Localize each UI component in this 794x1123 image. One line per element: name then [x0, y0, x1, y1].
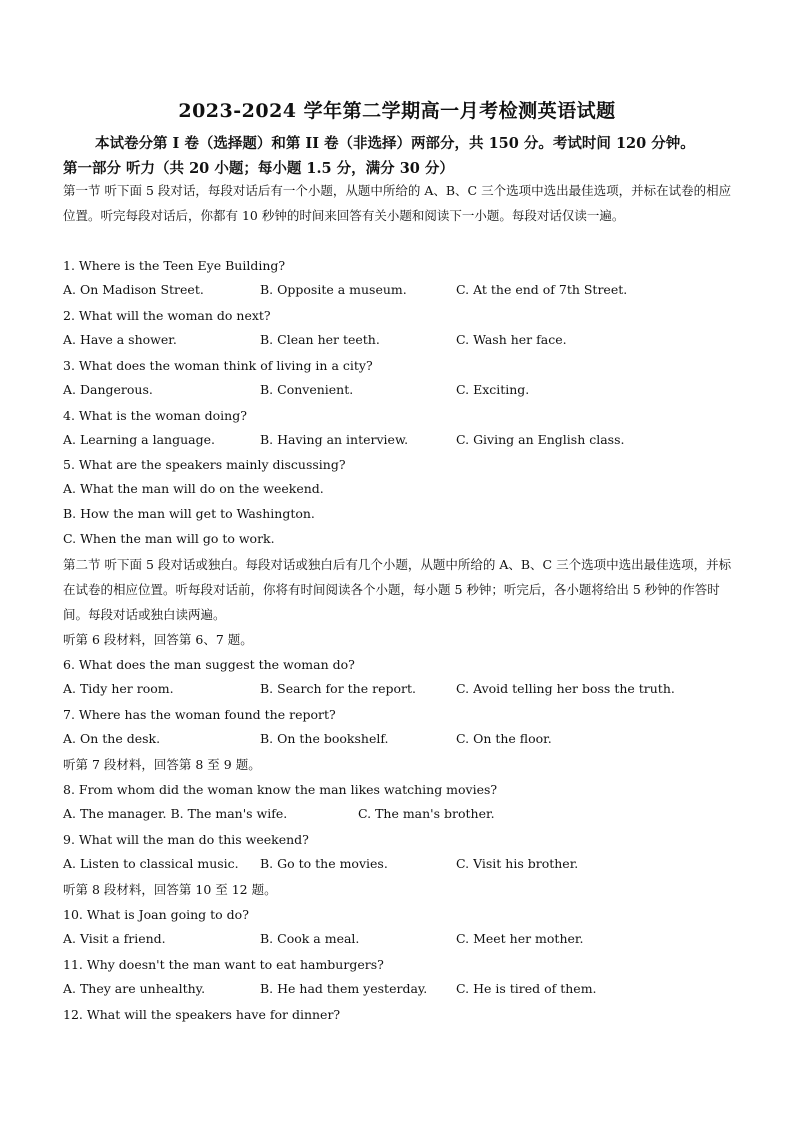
- q10-option-a: A. Visit a friend.: [63, 931, 166, 946]
- q4-option-a: A. Learning a language.: [63, 432, 215, 447]
- q4-option-c: C. Giving an English class.: [456, 432, 625, 447]
- question-4: 4. What is the woman doing?: [63, 408, 247, 423]
- part1-heading: 第一部分 听力（共 20 小题；每小题 1.5 分，满分 30 分）: [63, 160, 454, 177]
- q7-option-b: B. On the bookshelf.: [260, 731, 389, 746]
- section2-instructions: 第二节 听下面 5 段对话或独白。每段对话或独白后有几个小题，从题中所给的 A、B、C 三个选项中选出最佳选项，并标在试卷的相应位置。听每段对话前，你将有时间阅读各个小题，每小题 5 秒钟；听完后，各小题将给出 5 秒钟的作答时间。每段对话或独白读两遍。: [63, 557, 732, 622]
- question-6: 6. What does the man suggest the woman do?: [63, 657, 355, 672]
- q7-option-a: A. On the desk.: [63, 731, 161, 746]
- page-title: 2023-2024 学年第二学期高一月考检测英语试题: [178, 100, 616, 122]
- question-3: 3. What does the woman think of living in a city?: [63, 358, 373, 373]
- question-7: 7. Where has the woman found the report?: [63, 707, 336, 722]
- question-8: 8. From whom did the woman know the man likes watching movies?: [63, 782, 498, 797]
- q2-option-a: A. Have a shower.: [63, 332, 177, 347]
- q11-option-a: A. They are unhealthy.: [63, 981, 206, 996]
- material-6-heading: 听第 6 段材料，回答第 6、7 题。: [63, 632, 253, 647]
- q5-option-c: C. When the man will go to work.: [63, 531, 275, 546]
- material-7-heading: 听第 7 段材料，回答第 8 至 9 题。: [63, 757, 261, 772]
- q11-option-b: B. He had them yesterday.: [260, 981, 428, 996]
- q5-option-a: A. What the man will do on the weekend.: [63, 481, 324, 496]
- q6-option-a: A. Tidy her room.: [63, 681, 174, 696]
- q9-option-c: C. Visit his brother.: [456, 856, 579, 871]
- q5-option-b: B. How the man will get to Washington.: [63, 506, 315, 521]
- q11-option-c: C. He is tired of them.: [456, 981, 597, 996]
- q3-option-c: C. Exciting.: [456, 382, 530, 397]
- q7-option-c: C. On the floor.: [456, 731, 552, 746]
- q2-option-c: C. Wash her face.: [456, 332, 567, 347]
- q9-option-b: B. Go to the movies.: [260, 856, 388, 871]
- section1-instructions: 第一节 听下面 5 段对话，每段对话后有一个小题，从题中所给的 A、B、C 三个选项中选出最佳选项，并标在试卷的相应位置。听完每段对话后，你都有 10 秒钟的时间来回答有关小题和阅读下一小题。每段对话仅读一遍。: [63, 183, 732, 223]
- q3-option-b: B. Convenient.: [260, 382, 354, 397]
- material-8-heading: 听第 8 段材料，回答第 10 至 12 题。: [63, 882, 277, 897]
- q1-option-a: A. On Madison Street.: [63, 282, 204, 297]
- q10-option-c: C. Meet her mother.: [456, 931, 584, 946]
- q10-option-b: B. Cook a meal.: [260, 931, 360, 946]
- question-12: 12. What will the speakers have for dinner?: [63, 1007, 341, 1022]
- q6-option-b: B. Search for the report.: [260, 681, 416, 696]
- question-11: 11. Why doesn't the man want to eat hamburgers?: [63, 957, 384, 972]
- q8-options-ab: A. The manager. B. The man's wife.: [63, 806, 288, 821]
- q6-option-c: C. Avoid telling her boss the truth.: [456, 681, 675, 696]
- q3-option-a: A. Dangerous.: [63, 382, 153, 397]
- question-2: 2. What will the woman do next?: [63, 308, 271, 323]
- question-5: 5. What are the speakers mainly discussing?: [63, 457, 346, 472]
- exam-intro: 本试卷分第 I 卷（选择题）和第 II 卷（非选择）两部分，共 150 分。考试时间 120 分钟。: [95, 135, 695, 152]
- q1-option-b: B. Opposite a museum.: [260, 282, 407, 297]
- q8-option-c: C. The man's brother.: [358, 806, 495, 821]
- q4-option-b: B. Having an interview.: [260, 432, 409, 447]
- question-1: 1. Where is the Teen Eye Building?: [63, 258, 286, 273]
- q1-option-c: C. At the end of 7th Street.: [456, 282, 628, 297]
- question-10: 10. What is Joan going to do?: [63, 907, 249, 922]
- q2-option-b: B. Clean her teeth.: [260, 332, 380, 347]
- question-9: 9. What will the man do this weekend?: [63, 832, 309, 847]
- q9-option-a: A. Listen to classical music.: [63, 856, 239, 871]
